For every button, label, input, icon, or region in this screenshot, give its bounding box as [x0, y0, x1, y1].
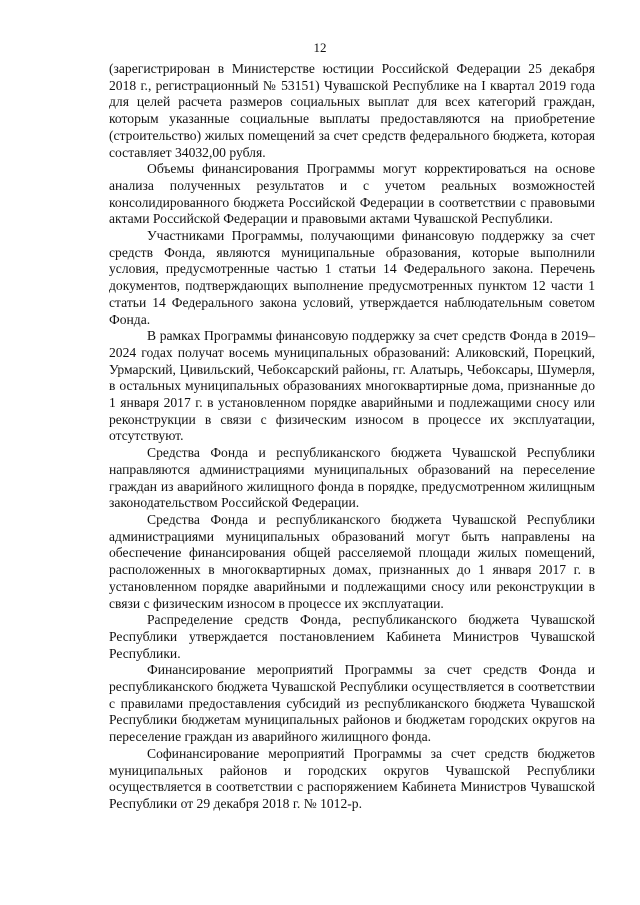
paragraph-financing-volumes: Объемы финансирования Программы могут корректироваться на основе анализа полученных результатов и с учетом реальных возможностей консолидированного бюджета Российской Федерации в соответствии с правовыми актами Российской Федерации и правовыми актами Чувашской Республики. [109, 161, 595, 227]
paragraph-distribution: Распределение средств Фонда, республиканского бюджета Чувашской Республики утверждается постановлением Кабинета Министров Чувашской Республики. [109, 612, 595, 661]
page-number: 12 [313, 40, 327, 55]
paragraph-cofinancing: Софинансирование мероприятий Программы за счет средств бюджетов муниципальных районов и городских округов Чувашской Республики осуществляется в соответствии с распоряжением Кабинета Министров Чувашской Республики от 29 декабря 2018 г. № 1012-р. [109, 745, 595, 811]
paragraph-financing-rules: Финансирование мероприятий Программы за счет средств Фонда и республиканского бюджета Чувашской Республики осуществляется в соответствии с правилами предоставления субсидий из республиканского бюджета Чувашской Республики бюджетам муниципальных районов и бюджетам городских округов на переселение граждан из аварийного жилищного фонда. [109, 662, 595, 745]
document-body [109, 61, 595, 813]
paragraph-program-participants: Участниками Программы, получающими финансовую поддержку за счет средств Фонда, являются муниципальные образования, которые выполнили условия, предусмотренные частью 1 статьи 14 Федерального закона. Перечень документов, подтверждающих выполнение предусмотренных пунктом 12 части 1 статьи 14 Федерального закона условий, утверждается наблюдательным советом Фонда. [109, 228, 595, 327]
paragraph-fund-usage: Средства Фонда и республиканского бюджета Чувашской Республики администрациями муниципальных образований могут быть направлены на обеспечение финансирования общей расселяемой площади жилых помещений, расположенных в многоквартирных домах, признанных до 1 января 2017 г. в установленном порядке аварийными и подлежащими сносу или реконструкции в связи с физическим износом в процессе их эксплуатации. [109, 511, 595, 611]
paragraph-municipalities: В рамках Программы финансовую поддержку за счет средств Фонда в 2019–2024 годах получат восемь муниципальных образований: Аликовский, Порецкий, Урмарский, Цивильский, Чебоксарский районы, гг. Алатырь, Чебоксары, Шумерля, в остальных муниципальных образованиях многоквартирные дома, признанные до 1 января 2017 г. в установленном порядке аварийными и подлежащими сносу или реконструкции в связи с физическим износом в процессе их эксплуатации, отсутствуют. [109, 328, 595, 444]
paragraph-fund-direction: Средства Фонда и республиканского бюджета Чувашской Республики направляются администрациями муниципальных образований на переселение граждан из аварийного жилищного фонда в порядке, предусмотренном жилищным законодательством Российской Федерации. [109, 445, 595, 511]
paragraph-continuation: (зарегистрирован в Министерстве юстиции Российской Федерации 25 декабря 2018 г., регистрационный № 53151) Чувашской Республике на I квартал 2019 года для целей расчета размеров социальных выплат для всех категорий граждан, которым указанные социальные выплаты предоставляются на приобретение (строительство) жилых помещений за счет средств федерального бюджета, которая составляет 34032,00 рубля. [109, 61, 595, 160]
